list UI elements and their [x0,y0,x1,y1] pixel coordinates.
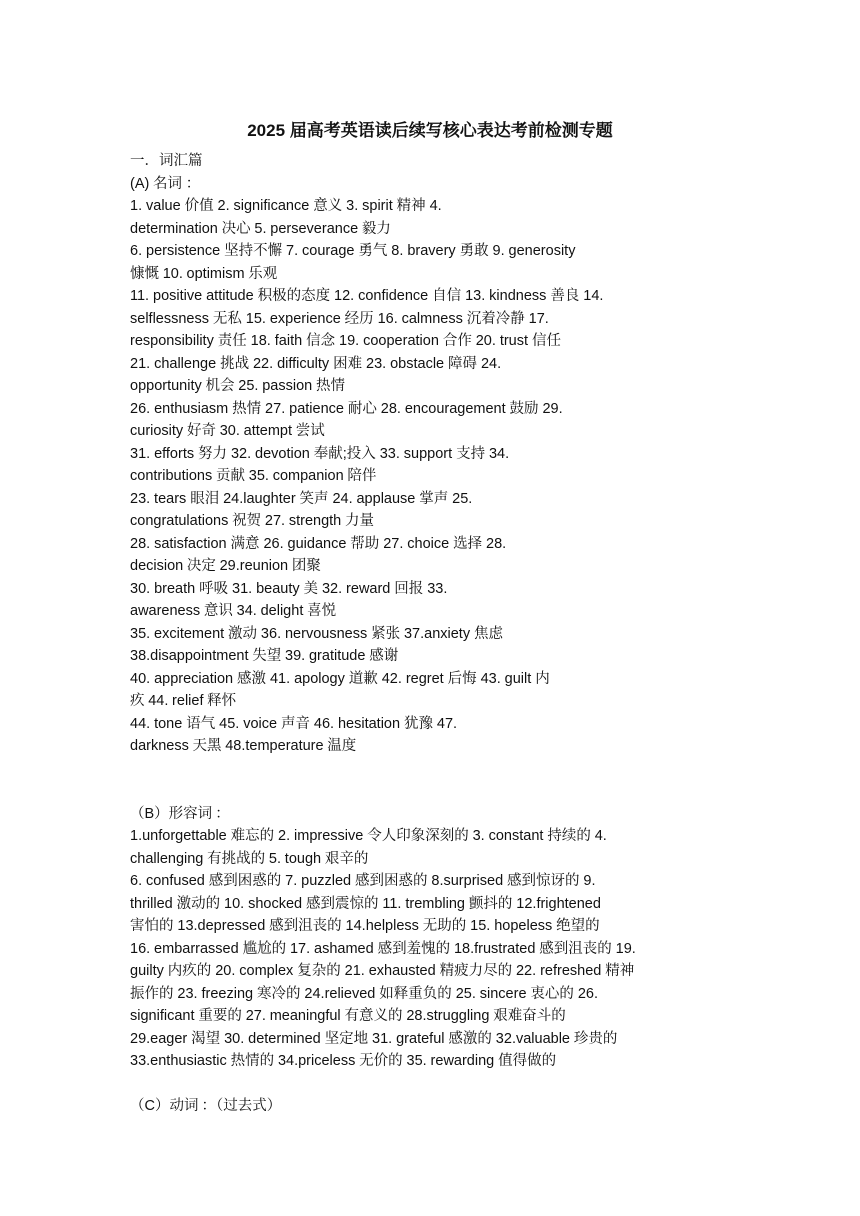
nouns-line: congratulations 祝贺 27. strength 力量 [130,513,375,529]
verbs-heading: （C）动词 ：（过去式） [130,1098,282,1114]
nouns-line: 30. breath 呼吸 31. beauty 美 32. reward 回报 33. [130,580,448,597]
section-spacer [130,1073,731,1096]
nouns-line: darkness 天黑 48.temperature 温度 [130,738,357,754]
nouns-line: 11. positive attitude 积极的态度 12. confidence 自信 13. kindness 善良 14. [130,288,604,304]
nouns-line: 40. appreciation 感激 41. apology 道歉 42. regret 后悔 43. guilt 内 [130,670,550,687]
section-heading: 一．词汇篇 [130,153,203,169]
nouns-line: 28. satisfaction 满意 26. guidance 帮助 27. choice 选择 28. [130,535,507,552]
nouns-line: 31. efforts 努力 32. devotion 奉献;投入 33. support 支持 34. [130,445,510,462]
adjectives-line: 6. confused 感到困惑的 7. puzzled 感到困惑的 8.surprised 感到惊讶的 9. [130,873,596,889]
document-body [130,150,731,1118]
nouns-line [130,758,731,781]
nouns-heading: (A) 名词 ： [130,175,201,192]
nouns-line: selflessness 无私 15. experience 经历 16. calmness 沉着冷静 17. [130,310,549,327]
nouns-line: curiosity 好奇 30. attempt 尝试 [130,423,325,439]
nouns-line: 44. tone 语气 45. voice 声音 46. hesitation 犹豫 47. [130,715,458,732]
adjectives-line: 害怕的 13.depressed 感到沮丧的 14.helpless 无助的 15. hopeless 绝望的 [130,918,600,934]
nouns-line: 35. excitement 激动 36. nervousness 紧张 37.anxiety 焦虑 [130,625,503,642]
nouns-line: 26. enthusiasm 热情 27. patience 耐心 28. encouragement 鼓励 29. [130,400,563,417]
nouns-line: opportunity 机会 25. passion 热情 [130,378,345,394]
nouns-line: 6. persistence 坚持不懈 7. courage 勇气 8. bravery 勇敢 9. generosity [130,243,576,259]
nouns-line: 21. challenge 挑战 22. difficulty 困难 23. obstacle 障碍 24. [130,355,502,372]
nouns-line: 38.disappointment 失望 39. gratitude 感谢 [130,648,399,664]
adjectives-line: 29.eager 渴望 30. determined 坚定地 31. grateful 感激的 32.valuable 珍贵的 [130,1030,618,1047]
section-spacer [130,780,731,803]
nouns-line: 23. tears 眼泪 24.laughter 笑声 24. applause 掌声 25. [130,490,473,507]
adjectives-line: 1.unforgettable 难忘的 2. impressive 令人印象深刻的 3. constant 持续的 4. [130,828,607,844]
nouns-line: contributions 贡献 35. companion 陪伴 [130,468,377,484]
adjectives-list [130,825,731,1073]
document-title: 2025 届高考英语读后续写核心表达考前检测专题 [247,121,613,140]
adjectives-line: thrilled 激动的 10. shocked 感到震惊的 11. trembling 颤抖的 12.frightened [130,895,601,912]
adjectives-line: 振作的 23. freezing 寒冷的 24.relieved 如释重负的 25. sincere 衷心的 26. [130,985,599,1002]
nouns-line: 1. value 价值 2. significance 意义 3. spirit 精神 4. [130,198,442,214]
nouns-line: responsibility 责任 18. faith 信念 19. cooperation 合作 20. trust 信任 [130,333,561,349]
nouns-line: determination 决心 5. perseverance 毅力 [130,220,391,237]
adjectives-heading: （B）形容词 ： [130,805,230,822]
adjectives-line: 33.enthusiastic 热情的 34.priceless 无价的 35. rewarding 值得做的 [130,1053,557,1069]
adjectives-line: challenging 有挑战的 5. tough 艰辛的 [130,850,369,867]
adjectives-line: significant 重要的 27. meaningful 有意义的 28.struggling 艰难奋斗的 [130,1008,566,1024]
nouns-line: decision 决定 29.reunion 团聚 [130,558,321,574]
nouns-line: awareness 意识 34. delight 喜悦 [130,603,337,619]
nouns-line: 慷慨 10. optimism 乐观 [130,265,278,282]
adjectives-line: guilty 内疚的 20. complex 复杂的 21. exhausted 精疲力尽的 22. refreshed 精神 [130,963,635,979]
nouns-list [130,195,731,780]
nouns-line: 疚 44. relief 释怀 [130,693,237,709]
adjectives-line: 16. embarrassed 尴尬的 17. ashamed 感到羞愧的 18.frustrated 感到沮丧的 19. [130,940,636,957]
